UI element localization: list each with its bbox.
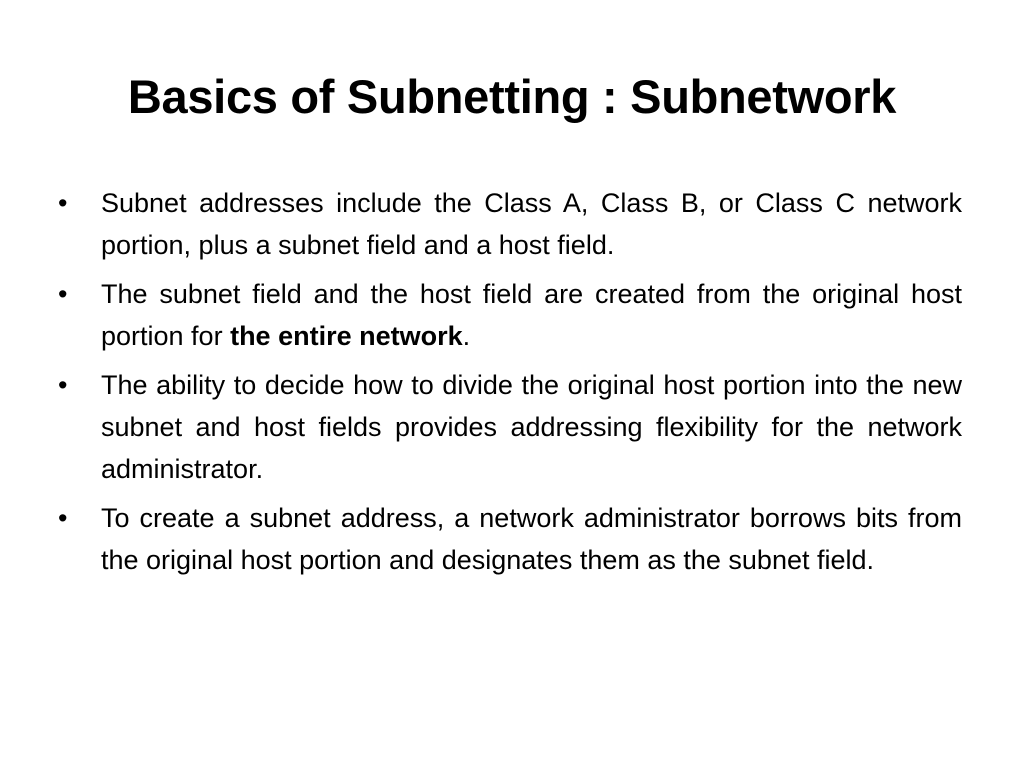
- bullet-icon: •: [58, 188, 68, 218]
- bullet-text-end: .: [462, 321, 471, 351]
- bullet-text-emphasis: the entire network: [230, 321, 463, 351]
- bullet-item-2: [58, 273, 962, 357]
- bullet-text: The ability to decide how to divide the original host portion into the new subnet and host fields provides addressing flexibility for the network administrator.: [101, 370, 962, 484]
- bullet-text: Subnet addresses include the Class A, Class B, or Class C network portion, plus a subnet field and a host field.: [101, 188, 962, 260]
- bullet-text: To create a subnet address, a network administrator borrows bits from the original host portion and designates them as the subnet field.: [101, 503, 962, 575]
- bullet-list: [58, 182, 962, 588]
- bullet-item-3: [58, 364, 962, 490]
- bullet-icon: •: [58, 370, 68, 400]
- bullet-item-1: [58, 182, 962, 266]
- bullet-icon: •: [58, 279, 68, 309]
- slide-title: Basics of Subnetting : Subnetwork: [127, 70, 897, 123]
- bullet-text: The subnet field and the host field are created from the original host portion for: [101, 279, 962, 351]
- bullet-item-4: [58, 497, 962, 581]
- bullet-icon: •: [58, 503, 68, 533]
